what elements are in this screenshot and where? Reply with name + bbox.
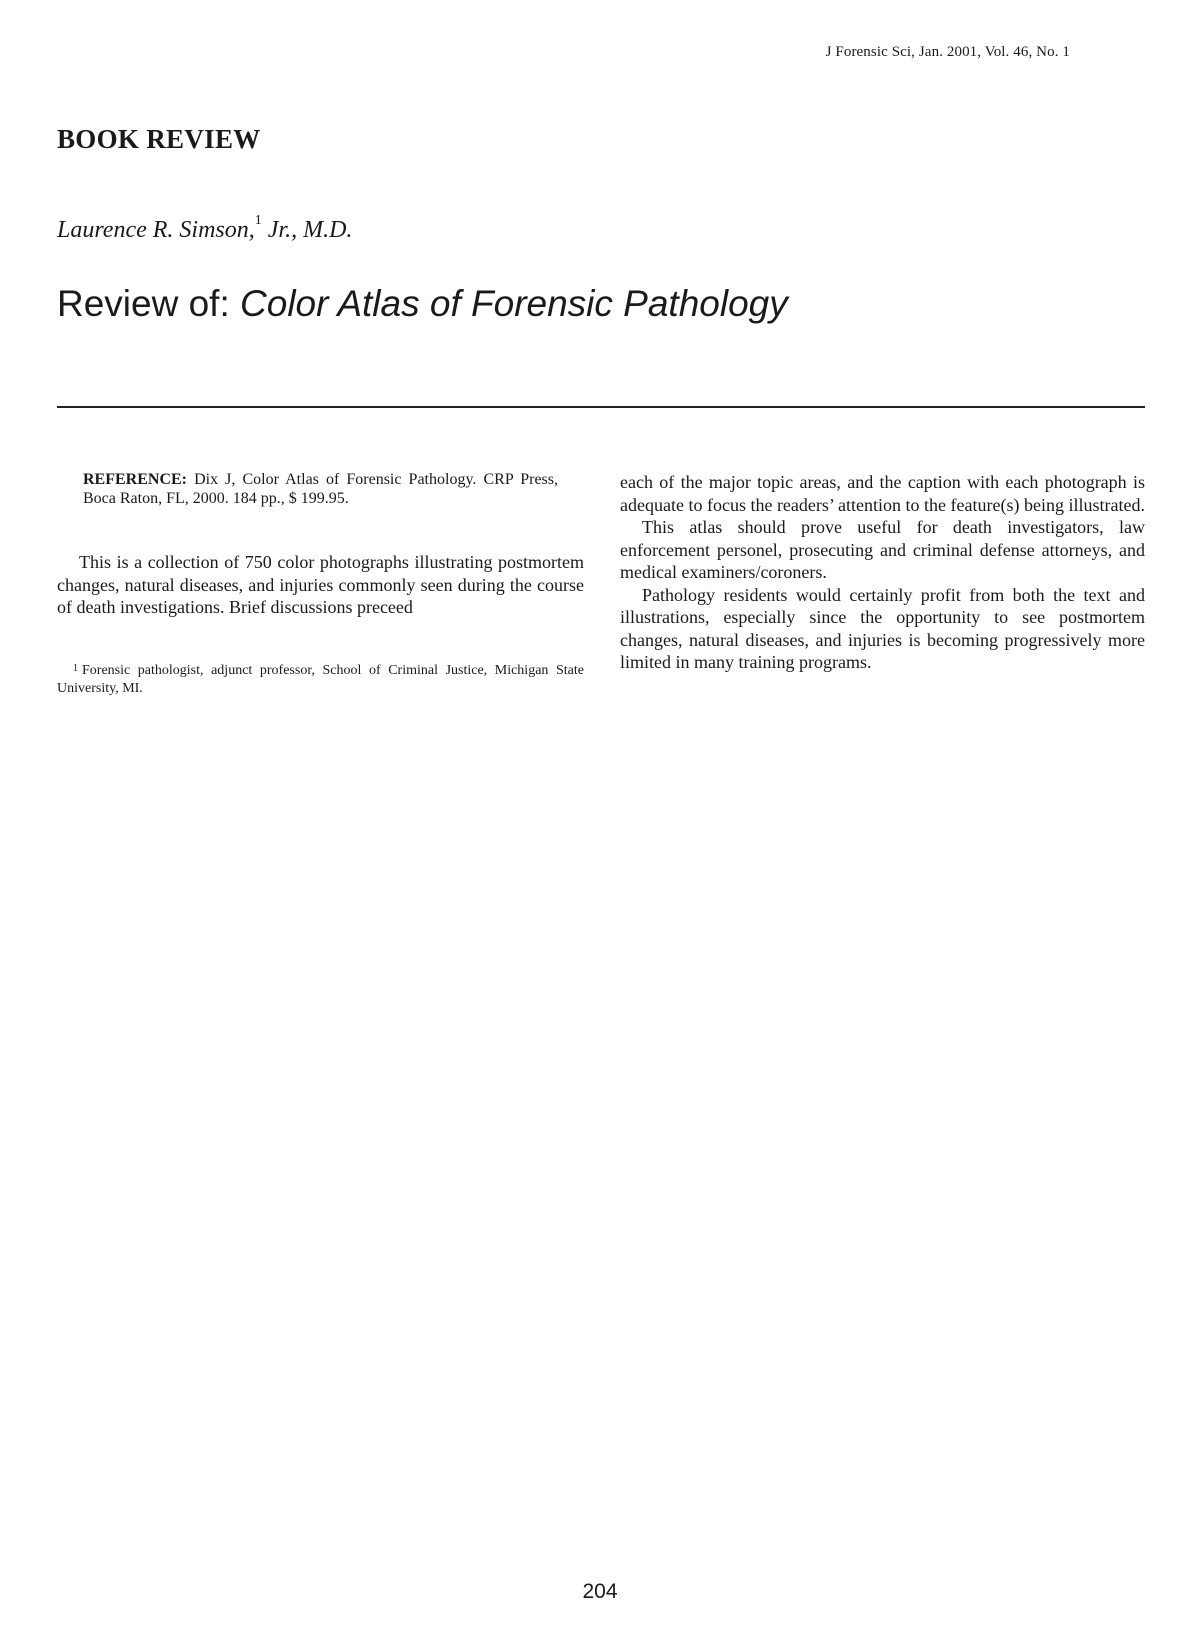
title-divider <box>57 406 1145 408</box>
reference-label: REFERENCE: <box>83 471 188 488</box>
reference-block <box>83 470 558 508</box>
author-suffix: Jr., M.D. <box>267 217 353 243</box>
article-title <box>57 283 788 325</box>
right-column <box>620 471 1145 674</box>
author-footnote <box>57 662 584 698</box>
footnote-text: Forensic pathologist, adjunct professor, School of Criminal Justice, Michigan State University, MI. <box>57 663 584 696</box>
author-byline <box>57 213 353 244</box>
page-number: 204 <box>582 1580 618 1603</box>
author-name: Laurence R. Simson, <box>57 217 255 243</box>
reference-text: Dix J, Color Atlas of Forensic Pathology. CRP Press, Boca Raton, FL, 2000. 184 pp., $ 199.95. <box>83 471 558 507</box>
author-footnote-mark: 1 <box>254 213 262 228</box>
body-paragraph-2: This atlas should prove useful for death investigators, law enforcement personel, prosecuting and criminal defense attorneys, and medical examiners/coroners. <box>620 517 1145 582</box>
section-label: BOOK REVIEW <box>57 124 261 154</box>
title-book-name: Color Atlas of Forensic Pathology <box>240 283 788 324</box>
body-paragraph-1: This is a collection of 750 color photographs illustrating postmortem changes, natural diseases, and injuries commonly seen during the course of death investigations. Brief discussions preceed <box>57 552 584 617</box>
body-paragraph-3: Pathology residents would certainly profit from both the text and illustrations, especially since the opportunity to see postmortem changes, natural diseases, and injuries is becoming progressively more limited in many training programs. <box>620 584 1145 672</box>
body-paragraph-1-continued: each of the major topic areas, and the caption with each photograph is adequate to focus the readers’ attention to the feature(s) being illustrated. <box>620 472 1145 515</box>
title-prefix: Review of: <box>57 283 230 324</box>
footnote-mark: 1 <box>73 663 78 674</box>
journal-citation: J Forensic Sci, Jan. 2001, Vol. 46, No. 1 <box>825 44 1070 60</box>
